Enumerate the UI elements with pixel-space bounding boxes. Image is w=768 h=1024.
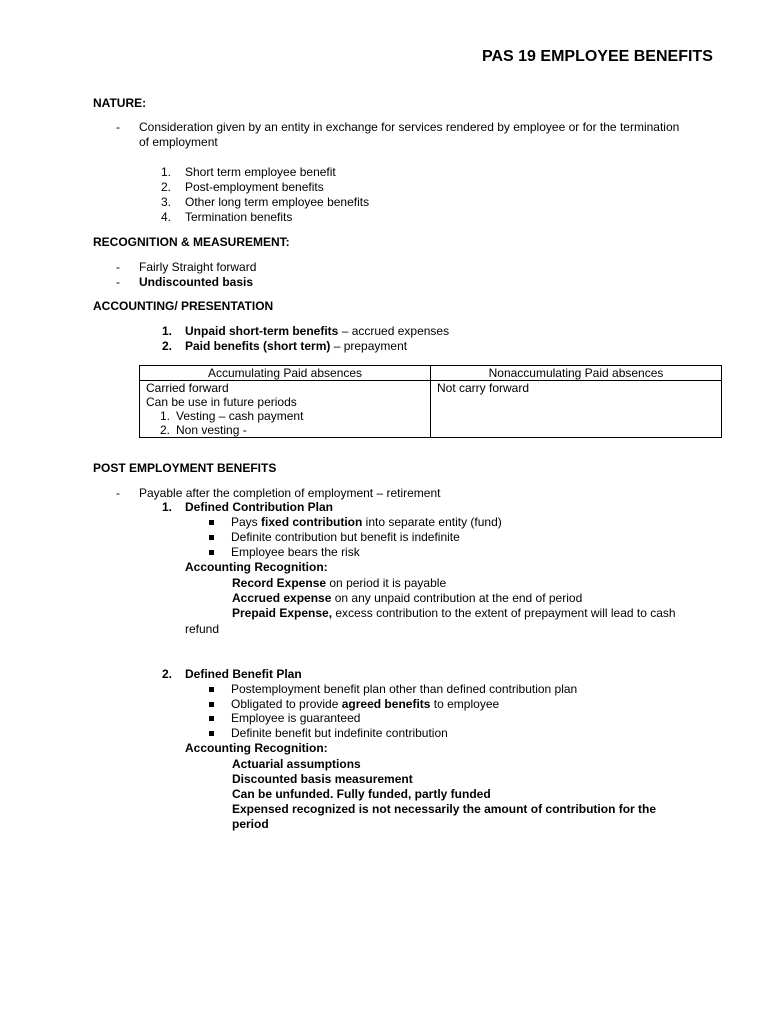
list-item-number: 2. bbox=[159, 423, 170, 437]
recognition-item: Fairly Straight forward bbox=[139, 260, 257, 274]
square-bullet-icon bbox=[209, 731, 214, 736]
recognition-dash: - bbox=[116, 275, 120, 289]
dcp-bullet-post: into separate entity (fund) bbox=[362, 515, 502, 529]
accounting-item-rest: – prepayment bbox=[330, 339, 408, 353]
dcp-ar-rest: on any unpaid contribution at the end of period bbox=[331, 591, 583, 605]
square-bullet-icon bbox=[209, 702, 214, 707]
dcp-ar-bold: Record Expense bbox=[232, 576, 327, 590]
accounting-item-bold: Unpaid short-term benefits bbox=[185, 324, 339, 338]
post-intro: Payable after the completion of employment – retirement bbox=[139, 486, 441, 500]
nature-heading: NATURE: bbox=[93, 96, 147, 110]
table-cell-nonaccumulating bbox=[431, 381, 722, 438]
dbp-bullet: Postemployment benefit plan other than defined contribution plan bbox=[231, 682, 578, 696]
dcp-title: Defined Contribution Plan bbox=[185, 500, 333, 514]
dcp-bullet: Employee bears the risk bbox=[231, 545, 360, 559]
accounting-item-rest: – accrued expenses bbox=[338, 324, 450, 338]
dcp-bullet-pre: Pays bbox=[231, 515, 262, 529]
nature-text-line1: Consideration given by an entity in exchange for services rendered by employee or for the termination bbox=[139, 120, 680, 134]
dcp-ar-line bbox=[232, 576, 446, 591]
table-header-cell: Accumulating Paid absences bbox=[140, 366, 431, 381]
dcp-ar-wrap: refund bbox=[185, 622, 220, 636]
dcp-bullet-bold: fixed contribution bbox=[261, 515, 363, 529]
dbp-ar-line: Discounted basis measurement bbox=[232, 772, 413, 786]
list-item: Termination benefits bbox=[185, 210, 293, 224]
table-row bbox=[140, 381, 722, 438]
accounting-item bbox=[185, 339, 407, 354]
recognition-heading: RECOGNITION & MEASUREMENT: bbox=[93, 235, 290, 249]
list-item: Other long term employee benefits bbox=[185, 195, 370, 209]
square-bullet-icon bbox=[209, 535, 214, 540]
list-item: Post-employment benefits bbox=[185, 180, 324, 194]
accounting-heading: ACCOUNTING/ PRESENTATION bbox=[93, 299, 274, 313]
dbp-title: Defined Benefit Plan bbox=[185, 667, 302, 681]
dbp-bullet: Employee is guaranteed bbox=[231, 711, 361, 725]
cell-line: Can be use in future periods bbox=[146, 395, 297, 409]
recognition-dash: - bbox=[116, 260, 120, 274]
square-bullet-icon bbox=[209, 550, 214, 555]
list-item-number: 4. bbox=[161, 210, 172, 224]
list-item-number: 1. bbox=[162, 500, 173, 514]
cell-list-item bbox=[146, 409, 424, 423]
accounting-item bbox=[185, 324, 449, 339]
list-item-number: 3. bbox=[161, 195, 172, 209]
nature-text-line2: of employment bbox=[139, 135, 218, 149]
dbp-ar-wrap: period bbox=[232, 817, 269, 831]
dcp-ar-line bbox=[232, 591, 582, 606]
table-header-row bbox=[140, 366, 722, 381]
page-title: PAS 19 EMPLOYEE BENEFITS bbox=[482, 48, 713, 65]
cell-line: Not carry forward bbox=[437, 381, 530, 395]
dbp-ar-line: Expensed recognized is not necessarily the amount of contribution for the bbox=[232, 802, 657, 816]
dcp-ar-rest: excess contribution to the extent of prepayment will lead to cash bbox=[332, 606, 676, 620]
list-item-number: 2. bbox=[161, 180, 172, 194]
list-item-number: 1. bbox=[159, 409, 170, 423]
dcp-ar-bold: Accrued expense bbox=[232, 591, 332, 605]
list-item-number: 2. bbox=[162, 667, 173, 681]
list-item-number: 1. bbox=[161, 165, 172, 179]
accounting-item-bold: Paid benefits (short term) bbox=[185, 339, 331, 353]
dbp-bullet-pre: Obligated to provide bbox=[231, 697, 342, 711]
dbp-bullet bbox=[231, 697, 499, 712]
cell-list-item bbox=[146, 423, 424, 437]
list-item-number: 2. bbox=[162, 339, 173, 353]
table-header-cell: Nonaccumulating Paid absences bbox=[431, 366, 722, 381]
dcp-ar-line bbox=[232, 606, 676, 621]
dbp-ar-line: Actuarial assumptions bbox=[232, 757, 361, 771]
list-item: Short term employee benefit bbox=[185, 165, 336, 179]
dbp-bullet-bold: agreed benefits bbox=[341, 697, 431, 711]
list-item-number: 1. bbox=[162, 324, 173, 338]
square-bullet-icon bbox=[209, 687, 214, 692]
paid-absences-table bbox=[139, 365, 722, 438]
post-dash: - bbox=[116, 486, 120, 500]
dbp-ar-line: Can be unfunded. Fully funded, partly funded bbox=[232, 787, 491, 801]
square-bullet-icon bbox=[209, 520, 214, 525]
recognition-item: Undiscounted basis bbox=[139, 275, 254, 289]
nature-dash: - bbox=[116, 120, 120, 134]
list-item-text: Non vesting - bbox=[176, 423, 247, 437]
dcp-ar-rest: on period it is payable bbox=[326, 576, 447, 590]
dbp-bullet: Definite benefit but indefinite contribution bbox=[231, 726, 448, 740]
dcp-ar-bold: Prepaid Expense, bbox=[232, 606, 333, 620]
dbp-bullet-post: to employee bbox=[430, 697, 500, 711]
table-cell-accumulating bbox=[140, 381, 431, 438]
dcp-bullet: Definite contribution but benefit is indefinite bbox=[231, 530, 460, 544]
dcp-bullet bbox=[231, 515, 502, 530]
list-item-text: Vesting – cash payment bbox=[176, 409, 304, 423]
dcp-ar-heading: Accounting Recognition: bbox=[185, 560, 328, 574]
cell-line: Carried forward bbox=[146, 381, 229, 395]
post-heading: POST EMPLOYMENT BENEFITS bbox=[93, 461, 277, 475]
dbp-ar-heading: Accounting Recognition: bbox=[185, 741, 328, 755]
square-bullet-icon bbox=[209, 716, 214, 721]
